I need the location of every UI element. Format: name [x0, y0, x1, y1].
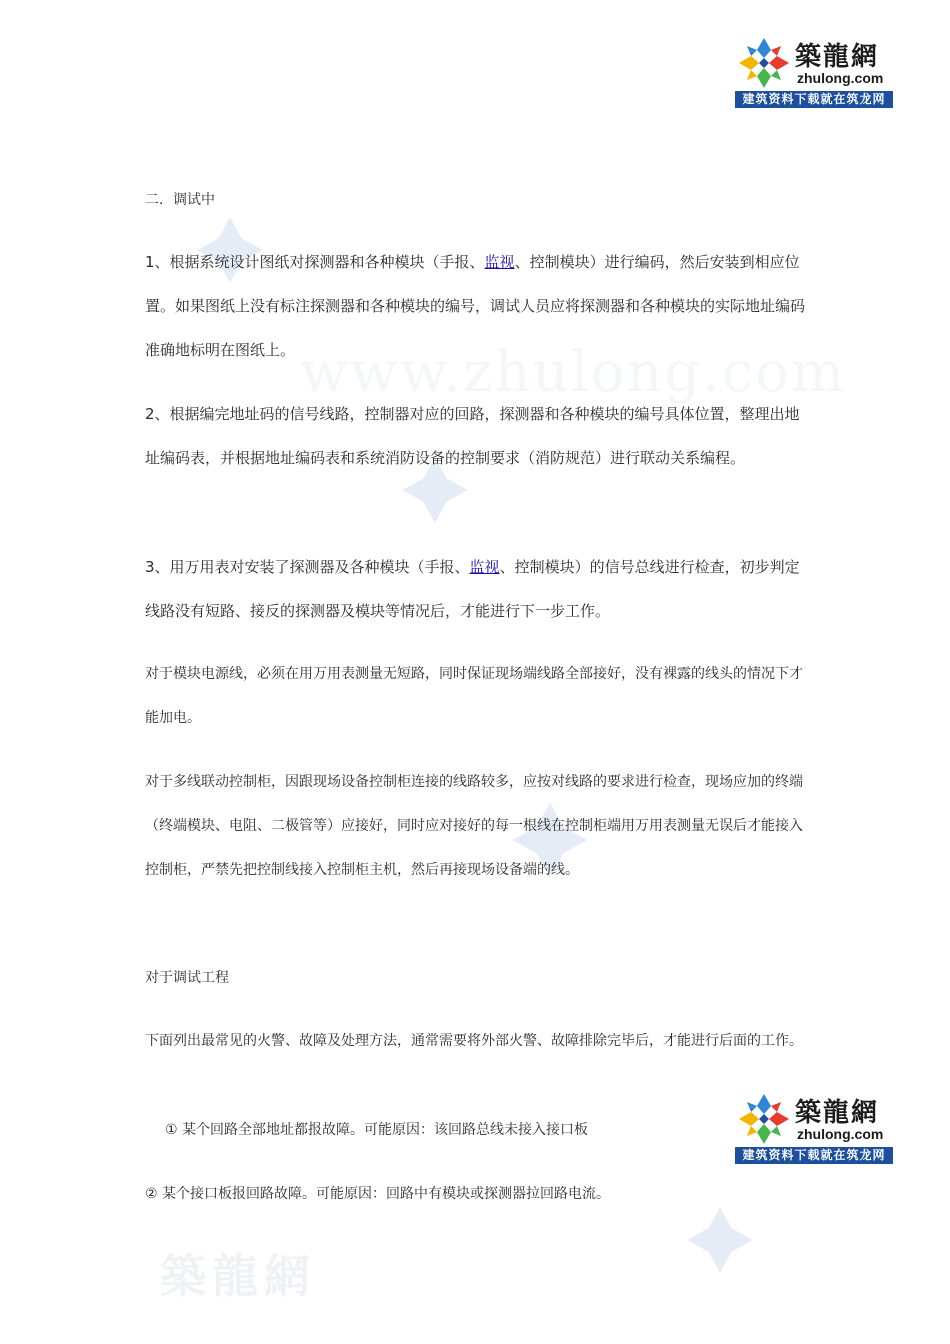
logo-name-en: zhulong.com	[797, 1126, 884, 1142]
monitor-link[interactable]: 监视	[469, 558, 500, 576]
zhulong-mark-icon	[737, 36, 791, 90]
paragraph-7: 下面列出最常见的火警、故障及处理方法，通常需要将外部火警、故障排除完毕后，才能进行后面的工作。	[145, 1033, 803, 1049]
zhulong-mark-icon	[737, 1092, 791, 1146]
paragraph-4: 对于模块电源线，必须在用万用表测量无短路，同时保证现场端线路全部接好，没有裸露的线头的情况下才能加电。	[145, 666, 803, 726]
logo-name-en: zhulong.com	[797, 70, 884, 86]
zhulong-logo	[735, 34, 893, 108]
paragraph-2: 2、根据编完地址码的信号线路，控制器对应的回路，探测器和各种模块的编号具体位置，整理出地址编码表，并根据地址编码表和系统消防设备的控制要求（消防规范）进行联动关系编程。	[145, 405, 800, 467]
monitor-link[interactable]: 监视	[484, 253, 515, 271]
logo-name-cn: 築龍網	[795, 42, 880, 72]
paragraph-1	[145, 240, 805, 372]
list-item-2: ② 某个接口板报回路故障。可能原因：回路中有模块或探测器拉回路电流。	[145, 1186, 610, 1202]
paragraph-5: 对于多线联动控制柜，因跟现场设备控制柜连接的线路较多，应按对线路的要求进行检查，现场应加的终端（终端模块、电阻、二极管等）应接好，同时应对接好的每一根线在控制柜端用万用表测量无误后才能接入控制柜，严禁先把控制线接入控制柜主机，然后再接现场设备端的线。	[145, 774, 803, 878]
paragraph-3	[145, 545, 805, 633]
watermark-brand: 築龍網	[160, 1249, 316, 1303]
paragraph-3-text-b: 、控制模块）的信号总线进行检查，初步判定线路没有短路、接反的探测器及模块等情况后，才能进行下一步工作。	[145, 558, 800, 620]
zhulong-logo	[735, 1090, 893, 1164]
logo-slogan: 建筑资料下载就在筑龙网	[735, 91, 893, 108]
paragraph-1-text-a: 1、根据系统设计图纸对探测器和各种模块（手报、	[145, 253, 485, 271]
list-item-1: ① 某个回路全部地址都报故障。可能原因：该回路总线未接入接口板	[165, 1122, 588, 1138]
logo-slogan: 建筑资料下载就在筑龙网	[735, 1147, 893, 1164]
paragraph-6: 对于调试工程	[145, 970, 229, 986]
section-heading: 二．调试中	[145, 192, 215, 208]
watermark-url: www.zhulong.com	[300, 340, 847, 405]
logo-name-cn: 築龍網	[795, 1098, 880, 1128]
paragraph-1-text-b: 、控制模块）进行编码，然后安装到相应位置。如果图纸上没有标注探测器和各种模块的编号，调试人员应将探测器和各种模块的实际地址编码准确地标明在图纸上。	[145, 253, 806, 359]
paragraph-3-text-a: 3、用万用表对安装了探测器及各种模块（手报、	[145, 558, 470, 576]
